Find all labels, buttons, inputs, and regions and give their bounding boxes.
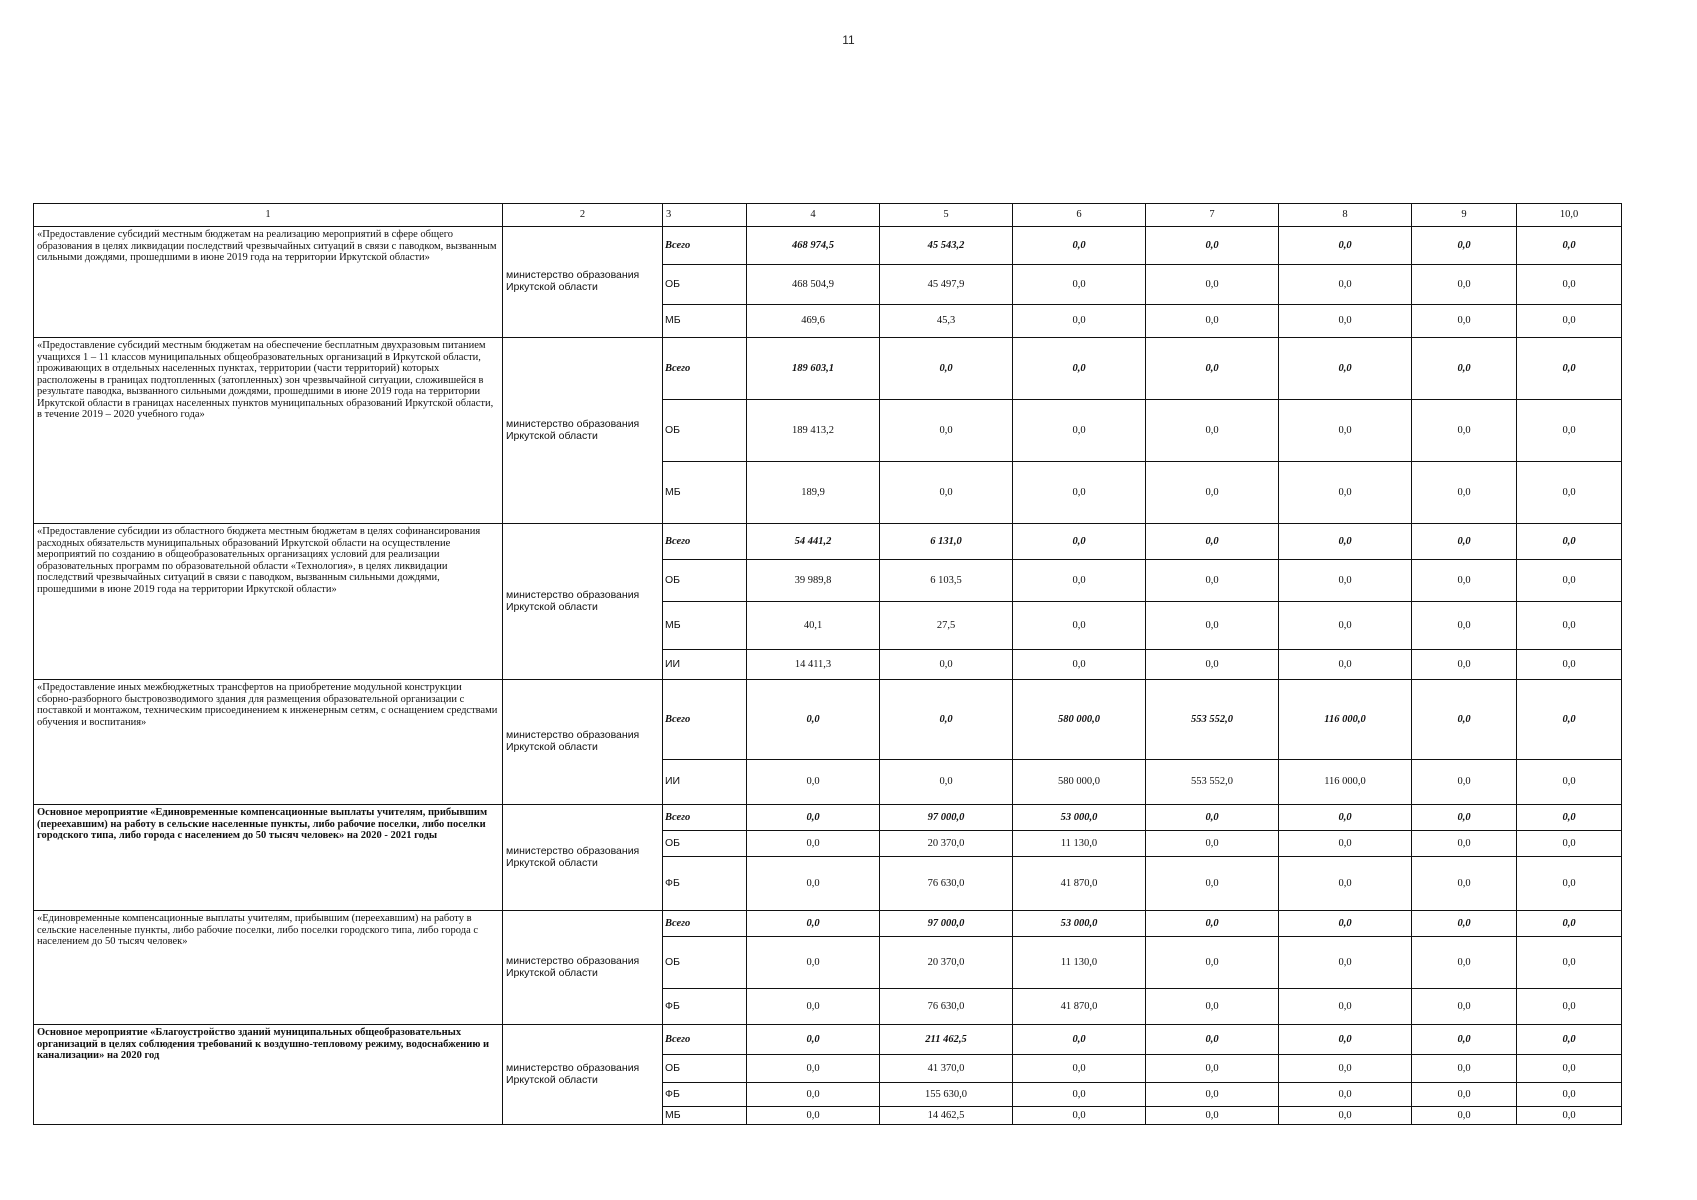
amount-cell: 6 103,5 [880, 560, 1013, 602]
amount-cell: 76 630,0 [880, 989, 1013, 1025]
amount-cell: 0,0 [1517, 680, 1622, 760]
amount-cell: 11 130,0 [1013, 937, 1146, 989]
amount-cell: 0,0 [1146, 400, 1279, 462]
funding-source: Всего [663, 227, 747, 265]
amount-cell: 0,0 [1279, 650, 1412, 680]
amount-cell: 0,0 [1279, 911, 1412, 937]
measure-description: Основное мероприятие «Благоустройство зданий муниципальных общеобразовательных организаций в целях соблюдения требований к воздушно-тепловому режиму, водоснабжению и канализации» на 2020 год [34, 1025, 503, 1125]
header-cell: 7 [1146, 204, 1279, 227]
amount-cell: 39 989,8 [747, 560, 880, 602]
amount-cell: 0,0 [1517, 1083, 1622, 1107]
amount-cell: 0,0 [1412, 524, 1517, 560]
amount-cell: 0,0 [1279, 937, 1412, 989]
amount-cell: 0,0 [1412, 462, 1517, 524]
amount-cell: 0,0 [747, 680, 880, 760]
amount-cell: 0,0 [747, 911, 880, 937]
amount-cell: 0,0 [1412, 831, 1517, 857]
amount-cell: 0,0 [1013, 338, 1146, 400]
amount-cell: 0,0 [880, 760, 1013, 805]
amount-cell: 0,0 [1412, 937, 1517, 989]
amount-cell: 0,0 [1517, 650, 1622, 680]
amount-cell: 27,5 [880, 602, 1013, 650]
amount-cell: 0,0 [1146, 305, 1279, 338]
amount-cell: 97 000,0 [880, 911, 1013, 937]
amount-cell: 580 000,0 [1013, 760, 1146, 805]
amount-cell: 0,0 [1279, 227, 1412, 265]
amount-cell: 0,0 [747, 857, 880, 911]
amount-cell: 0,0 [1412, 305, 1517, 338]
responsible-executor: министерство образования Иркутской области [503, 338, 663, 524]
amount-cell: 0,0 [1412, 1107, 1517, 1125]
amount-cell: 211 462,5 [880, 1025, 1013, 1055]
table-body [34, 204, 1622, 1125]
responsible-executor: министерство образования Иркутской области [503, 805, 663, 911]
amount-cell: 0,0 [1279, 602, 1412, 650]
header-cell: 6 [1013, 204, 1146, 227]
header-cell: 3 [663, 204, 747, 227]
amount-cell: 0,0 [1013, 400, 1146, 462]
amount-cell: 45 543,2 [880, 227, 1013, 265]
amount-cell: 155 630,0 [880, 1083, 1013, 1107]
amount-cell: 116 000,0 [1279, 680, 1412, 760]
amount-cell: 0,0 [1517, 400, 1622, 462]
funding-source: МБ [663, 305, 747, 338]
amount-cell: 0,0 [1146, 602, 1279, 650]
amount-cell: 0,0 [1279, 305, 1412, 338]
amount-cell: 0,0 [747, 831, 880, 857]
measure-description: «Единовременные компенсационные выплаты учителям, прибывшим (переехавшим) на работу в сельские населенные пункты, либо рабочие поселки, либо поселки городского типа, либо города с населением до 50 тысяч человек» [34, 911, 503, 1025]
amount-cell: 0,0 [1013, 462, 1146, 524]
amount-cell: 76 630,0 [880, 857, 1013, 911]
amount-cell: 0,0 [1146, 831, 1279, 857]
amount-cell: 189 603,1 [747, 338, 880, 400]
amount-cell: 0,0 [1146, 857, 1279, 911]
funding-source: Всего [663, 1025, 747, 1055]
page-number: 11 [842, 33, 855, 47]
funding-source: ФБ [663, 1083, 747, 1107]
amount-cell: 0,0 [1013, 1025, 1146, 1055]
amount-cell: 0,0 [1146, 524, 1279, 560]
amount-cell: 468 504,9 [747, 265, 880, 305]
amount-cell: 0,0 [1412, 760, 1517, 805]
funding-source: ОБ [663, 560, 747, 602]
budget-table [33, 203, 1622, 1125]
amount-cell: 0,0 [1146, 560, 1279, 602]
amount-cell: 97 000,0 [880, 805, 1013, 831]
amount-cell: 0,0 [1412, 857, 1517, 911]
amount-cell: 0,0 [1146, 1025, 1279, 1055]
amount-cell: 553 552,0 [1146, 680, 1279, 760]
table-row [34, 524, 1622, 560]
funding-source: ИИ [663, 760, 747, 805]
header-cell: 9 [1412, 204, 1517, 227]
measure-description: «Предоставление иных межбюджетных трансфертов на приобретение модульной конструкции сборно-разборного быстровозводимого здания для размещения образовательной организации с поставкой и монтажом, техническим присоединением к инженерным сетям, с оснащением средствами обучения и воспитания» [34, 680, 503, 805]
amount-cell: 0,0 [1013, 1055, 1146, 1083]
amount-cell: 0,0 [1146, 1107, 1279, 1125]
funding-source: ФБ [663, 989, 747, 1025]
amount-cell: 0,0 [1517, 937, 1622, 989]
table-row [34, 227, 1622, 265]
amount-cell: 0,0 [1146, 937, 1279, 989]
amount-cell: 0,0 [1146, 462, 1279, 524]
table-row [34, 680, 1622, 760]
amount-cell: 469,6 [747, 305, 880, 338]
amount-cell: 0,0 [1013, 650, 1146, 680]
amount-cell: 41 870,0 [1013, 989, 1146, 1025]
amount-cell: 0,0 [1146, 338, 1279, 400]
amount-cell: 0,0 [1279, 265, 1412, 305]
amount-cell: 0,0 [1517, 989, 1622, 1025]
measure-description: «Предоставление субсидий местным бюджетам на реализацию мероприятий в сфере общего образования в целях ликвидации последствий чрезвычайных ситуаций в связи с паводком, вызванным сильными дождями, прошедшими в июне 2019 года на территории Иркутской области» [34, 227, 503, 338]
amount-cell: 41 870,0 [1013, 857, 1146, 911]
amount-cell: 11 130,0 [1013, 831, 1146, 857]
amount-cell: 0,0 [1412, 650, 1517, 680]
amount-cell: 0,0 [747, 1083, 880, 1107]
funding-source: ОБ [663, 400, 747, 462]
funding-source: Всего [663, 680, 747, 760]
funding-source: Всего [663, 911, 747, 937]
amount-cell: 0,0 [1517, 857, 1622, 911]
amount-cell: 189,9 [747, 462, 880, 524]
amount-cell: 553 552,0 [1146, 760, 1279, 805]
amount-cell: 0,0 [1146, 805, 1279, 831]
funding-source: Всего [663, 524, 747, 560]
amount-cell: 0,0 [747, 805, 880, 831]
table-row [34, 911, 1622, 937]
amount-cell: 0,0 [1279, 805, 1412, 831]
funding-source: МБ [663, 602, 747, 650]
measure-description: Основное мероприятие «Единовременные компенсационные выплаты учителям, прибывшим (переехавшим) на работу в сельские населенные пункты, либо рабочие поселки, либо поселки городского типа, либо города с населением до 50 тысяч человек» на 2020 - 2021 годы [34, 805, 503, 911]
header-cell: 10,0 [1517, 204, 1622, 227]
amount-cell: 6 131,0 [880, 524, 1013, 560]
amount-cell: 0,0 [1412, 400, 1517, 462]
header-cell: 2 [503, 204, 663, 227]
amount-cell: 0,0 [1412, 1025, 1517, 1055]
amount-cell: 0,0 [880, 400, 1013, 462]
amount-cell: 20 370,0 [880, 831, 1013, 857]
funding-source: ОБ [663, 1055, 747, 1083]
amount-cell: 0,0 [1517, 1107, 1622, 1125]
amount-cell: 0,0 [747, 760, 880, 805]
amount-cell: 0,0 [747, 989, 880, 1025]
amount-cell: 0,0 [1279, 400, 1412, 462]
amount-cell: 0,0 [1517, 831, 1622, 857]
amount-cell: 0,0 [747, 1055, 880, 1083]
amount-cell: 0,0 [1517, 305, 1622, 338]
amount-cell: 0,0 [1279, 857, 1412, 911]
amount-cell: 0,0 [1013, 305, 1146, 338]
table-row [34, 1025, 1622, 1055]
funding-source: ИИ [663, 650, 747, 680]
amount-cell: 0,0 [1517, 1025, 1622, 1055]
amount-cell: 0,0 [1279, 1055, 1412, 1083]
funding-source: Всего [663, 338, 747, 400]
measure-description: «Предоставление субсидий местным бюджетам на обеспечение бесплатным двухразовым питанием учащихся 1 – 11 классов муниципальных общеобразовательных организаций в Иркутской области, проживающих в отдельных населенных пунктах, территории (части территорий) которых расположены в границах подтопленных (затопленных) зон чрезвычайной ситуации, сложившейся в результате паводка, вызванного сильными дождями, прошедшими в июне 2019 года на территории Иркутской области в границах населенных пунктов муниципальных образований Иркутской области, в течение 2019 – 2020 учебного года» [34, 338, 503, 524]
header-row [34, 204, 1622, 227]
amount-cell: 41 370,0 [880, 1055, 1013, 1083]
funding-source: ФБ [663, 857, 747, 911]
amount-cell: 0,0 [1013, 1107, 1146, 1125]
amount-cell: 0,0 [1013, 524, 1146, 560]
amount-cell: 0,0 [1517, 911, 1622, 937]
amount-cell: 0,0 [1146, 265, 1279, 305]
amount-cell: 0,0 [1013, 1083, 1146, 1107]
amount-cell: 0,0 [1279, 338, 1412, 400]
header-cell: 8 [1279, 204, 1412, 227]
amount-cell: 0,0 [1412, 602, 1517, 650]
amount-cell: 0,0 [1279, 462, 1412, 524]
amount-cell: 40,1 [747, 602, 880, 650]
amount-cell: 0,0 [1412, 227, 1517, 265]
amount-cell: 0,0 [1517, 265, 1622, 305]
table-row [34, 805, 1622, 831]
funding-source: МБ [663, 462, 747, 524]
amount-cell: 0,0 [1517, 602, 1622, 650]
amount-cell: 0,0 [1412, 989, 1517, 1025]
funding-source: Всего [663, 805, 747, 831]
amount-cell: 0,0 [1013, 560, 1146, 602]
amount-cell: 0,0 [1517, 1055, 1622, 1083]
amount-cell: 14 411,3 [747, 650, 880, 680]
amount-cell: 0,0 [1013, 602, 1146, 650]
header-cell: 1 [34, 204, 503, 227]
amount-cell: 0,0 [1013, 265, 1146, 305]
amount-cell: 0,0 [880, 462, 1013, 524]
amount-cell: 20 370,0 [880, 937, 1013, 989]
header-cell: 5 [880, 204, 1013, 227]
amount-cell: 0,0 [1412, 265, 1517, 305]
amount-cell: 0,0 [1279, 1107, 1412, 1125]
amount-cell: 0,0 [880, 650, 1013, 680]
funding-source: ОБ [663, 831, 747, 857]
funding-source: ОБ [663, 265, 747, 305]
amount-cell: 0,0 [747, 937, 880, 989]
responsible-executor: министерство образования Иркутской области [503, 911, 663, 1025]
amount-cell: 0,0 [1279, 560, 1412, 602]
amount-cell: 0,0 [1412, 805, 1517, 831]
amount-cell: 0,0 [880, 338, 1013, 400]
amount-cell: 54 441,2 [747, 524, 880, 560]
amount-cell: 0,0 [1517, 760, 1622, 805]
amount-cell: 0,0 [1412, 911, 1517, 937]
responsible-executor: министерство образования Иркутской области [503, 524, 663, 680]
amount-cell: 0,0 [1517, 560, 1622, 602]
amount-cell: 0,0 [1412, 560, 1517, 602]
amount-cell: 0,0 [1279, 1083, 1412, 1107]
amount-cell: 0,0 [1517, 338, 1622, 400]
amount-cell: 0,0 [1146, 227, 1279, 265]
amount-cell: 0,0 [1013, 227, 1146, 265]
amount-cell: 0,0 [1412, 680, 1517, 760]
table-row [34, 338, 1622, 400]
responsible-executor: министерство образования Иркутской области [503, 680, 663, 805]
amount-cell: 0,0 [747, 1025, 880, 1055]
amount-cell: 0,0 [1412, 1055, 1517, 1083]
amount-cell: 0,0 [1146, 1083, 1279, 1107]
amount-cell: 0,0 [747, 1107, 880, 1125]
amount-cell: 0,0 [1412, 338, 1517, 400]
amount-cell: 45,3 [880, 305, 1013, 338]
amount-cell: 580 000,0 [1013, 680, 1146, 760]
amount-cell: 0,0 [1279, 989, 1412, 1025]
header-cell: 4 [747, 204, 880, 227]
amount-cell: 53 000,0 [1013, 911, 1146, 937]
amount-cell: 45 497,9 [880, 265, 1013, 305]
amount-cell: 0,0 [1146, 650, 1279, 680]
amount-cell: 0,0 [1517, 524, 1622, 560]
amount-cell: 0,0 [1412, 1083, 1517, 1107]
amount-cell: 0,0 [1517, 227, 1622, 265]
responsible-executor: министерство образования Иркутской области [503, 227, 663, 338]
measure-description: «Предоставление субсидии из областного бюджета местным бюджетам в целях софинансирования расходных обязательств муниципальных образований Иркутской области на осуществление мероприятий по созданию в общеобразовательных организациях условий для реализации образовательных программ по образовательной области «Технология», в целях ликвидации последствий чрезвычайных ситуаций в связи с паводком, вызванным сильными дождями, прошедшими в июне 2019 года на территории Иркутской области» [34, 524, 503, 680]
amount-cell: 0,0 [1279, 1025, 1412, 1055]
amount-cell: 0,0 [1146, 1055, 1279, 1083]
amount-cell: 0,0 [1146, 989, 1279, 1025]
amount-cell: 0,0 [1517, 462, 1622, 524]
amount-cell: 116 000,0 [1279, 760, 1412, 805]
responsible-executor: министерство образования Иркутской области [503, 1025, 663, 1125]
amount-cell: 0,0 [880, 680, 1013, 760]
amount-cell: 0,0 [1146, 911, 1279, 937]
funding-source: МБ [663, 1107, 747, 1125]
amount-cell: 468 974,5 [747, 227, 880, 265]
amount-cell: 0,0 [1279, 524, 1412, 560]
amount-cell: 189 413,2 [747, 400, 880, 462]
amount-cell: 53 000,0 [1013, 805, 1146, 831]
amount-cell: 14 462,5 [880, 1107, 1013, 1125]
funding-source: ОБ [663, 937, 747, 989]
amount-cell: 0,0 [1279, 831, 1412, 857]
amount-cell: 0,0 [1517, 805, 1622, 831]
